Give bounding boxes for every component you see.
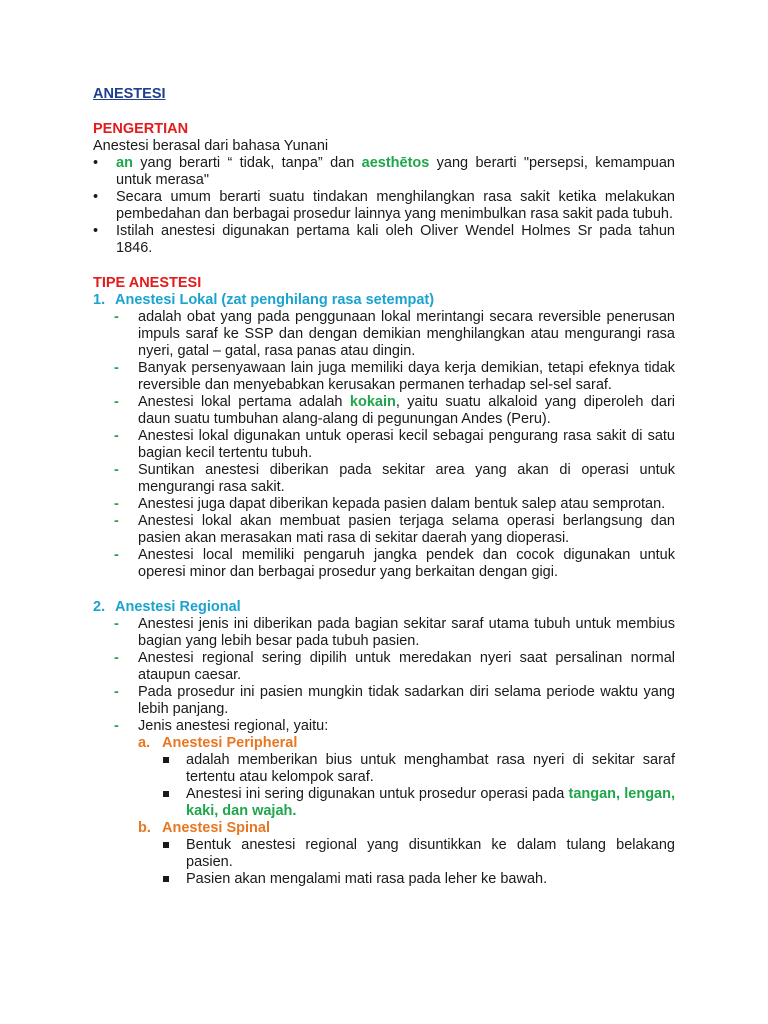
pengertian-list bbox=[93, 155, 675, 257]
list-item bbox=[114, 394, 676, 428]
list-item bbox=[114, 309, 675, 360]
list-item bbox=[114, 496, 675, 513]
subsection-heading-lokal bbox=[93, 292, 675, 309]
square-bullet-icon bbox=[163, 791, 169, 797]
regional-list bbox=[93, 616, 675, 735]
square-bullet-icon bbox=[163, 842, 169, 848]
list-item bbox=[114, 650, 675, 684]
list-item bbox=[114, 428, 675, 462]
list-text: Anestesi juga dapat diberikan kepada pasien dalam bentuk salep atau semprotan. bbox=[138, 496, 666, 512]
spinal-list bbox=[93, 837, 675, 888]
term-kokain: kokain bbox=[349, 394, 396, 410]
dash-icon: - bbox=[114, 547, 119, 563]
list-text: Suntikan anestesi diberikan pada sekitar area yang akan di operasi untuk mengurangi rasa sakit. bbox=[138, 462, 675, 495]
list-item bbox=[186, 786, 675, 820]
list-text: Anestesi lokal akan membuat pasien terjaga selama operasi berlangsung dan pasien akan merasakan mati rasa di sekitar daerah yang dioperasi. bbox=[138, 513, 675, 546]
dash-icon: - bbox=[114, 360, 119, 376]
heading-text: Anestesi Lokal (zat penghilang rasa setempat) bbox=[115, 292, 435, 308]
list-text: Pada prosedur ini pasien mungkin tidak sadarkan diri selama periode waktu yang lebih panjang. bbox=[138, 684, 675, 717]
list-item bbox=[114, 462, 675, 496]
list-item bbox=[114, 684, 675, 718]
list-text: Anestesi jenis ini diberikan pada bagian sekitar saraf utama tubuh untuk membius bagian yang lebih besar pada tubuh pasien. bbox=[138, 616, 675, 649]
lokal-list bbox=[93, 309, 675, 581]
list-number: 2. bbox=[93, 599, 106, 615]
list-letter: b. bbox=[138, 820, 151, 836]
list-text: Jenis anestesi regional, yaitu: bbox=[138, 718, 329, 734]
list-text: Anestesi ini sering digunakan untuk prosedur operasi pada bbox=[186, 786, 569, 802]
list-item bbox=[114, 513, 675, 547]
list-item bbox=[186, 871, 675, 888]
list-item bbox=[114, 360, 675, 394]
square-bullet-icon bbox=[163, 757, 169, 763]
subsubsection-heading-spinal bbox=[138, 820, 675, 837]
list-text: Anestesi regional sering dipilih untuk meredakan nyeri saat persalinan normal ataupun caesar. bbox=[138, 650, 675, 683]
dash-icon: - bbox=[114, 616, 119, 632]
list-text: , yaitu suatu alkaloid yang diperoleh dari daun suatu tumbuhan alang-alang di pegunungan Andes (Peru). bbox=[138, 394, 676, 427]
list-item bbox=[186, 752, 675, 786]
list-item bbox=[93, 155, 675, 189]
dash-icon: - bbox=[114, 684, 119, 700]
list-letter: a. bbox=[138, 735, 151, 751]
list-text: adalah memberikan bius untuk menghambat rasa nyeri di sekitar saraf tertentu atau kelompok saraf. bbox=[186, 752, 675, 785]
list-number: 1. bbox=[93, 292, 106, 308]
square-bullet-icon bbox=[163, 876, 169, 882]
list-text: Banyak persenyawaan lain juga memiliki daya kerja demikian, tetapi efeknya tidak reversible dan menyebabkan kerusakan permanen terhadap sel-sel saraf. bbox=[138, 360, 675, 393]
section-heading-pengertian: PENGERTIAN bbox=[93, 121, 189, 137]
dash-icon: - bbox=[114, 394, 119, 410]
list-item bbox=[114, 718, 675, 735]
dash-icon: - bbox=[114, 462, 119, 478]
list-item bbox=[186, 837, 675, 871]
pengertian-intro: Anestesi berasal dari bahasa Yunani bbox=[93, 138, 329, 154]
subsubsection-heading-peripheral bbox=[138, 735, 675, 752]
list-text: Pasien akan mengalami mati rasa pada leher ke bawah. bbox=[186, 871, 548, 887]
list-text: Secara umum berarti suatu tindakan menghilangkan rasa sakit ketika melakukan pembedahan dan berbagai prosedur lainnya yang menimbulkan rasa sakit pada tubuh. bbox=[116, 189, 675, 222]
dash-icon: - bbox=[114, 309, 119, 325]
heading-text: Anestesi Regional bbox=[115, 599, 241, 615]
list-item bbox=[93, 189, 675, 223]
peripheral-list bbox=[93, 752, 675, 820]
heading-text: Anestesi Peripheral bbox=[162, 735, 298, 751]
dash-icon: - bbox=[114, 718, 119, 734]
document-page bbox=[93, 86, 675, 888]
list-text: Istilah anestesi digunakan pertama kali oleh Oliver Wendel Holmes Sr pada tahun 1846. bbox=[116, 223, 675, 256]
dash-icon: - bbox=[114, 428, 119, 444]
list-item bbox=[93, 223, 675, 257]
term-aesthetos: aesthētos bbox=[361, 155, 430, 171]
list-text: Anestesi local memiliki pengaruh jangka pendek dan cocok digunakan untuk operesi minor dan berbagai prosedur yang berkaitan dengan gigi. bbox=[138, 547, 675, 580]
list-text: adalah obat yang pada penggunaan lokal merintangi secara reversible penerusan impuls saraf ke SSP dan dengan demikian menghilangkan atau mengurangi rasa nyeri, gatal – gatal, rasa panas atau dingin. bbox=[138, 309, 675, 359]
term-an: an bbox=[116, 155, 133, 171]
bullet-icon: • bbox=[93, 223, 99, 239]
list-text: Anestesi lokal pertama adalah bbox=[138, 394, 350, 410]
dash-icon: - bbox=[114, 513, 119, 529]
heading-text: Anestesi Spinal bbox=[162, 820, 270, 836]
list-text: yang berarti “ tidak, tanpa” dan bbox=[132, 155, 362, 171]
bullet-icon: • bbox=[93, 155, 99, 171]
subsection-heading-regional bbox=[93, 599, 675, 616]
list-text: Anestesi lokal digunakan untuk operasi kecil sebagai pengurang rasa sakit di satu bagian kecil tertentu tubuh. bbox=[138, 428, 675, 461]
section-heading-tipe: TIPE ANESTESI bbox=[93, 275, 202, 291]
term-body-parts: tangan, lengan, kaki, dan wajah. bbox=[186, 786, 675, 819]
list-item bbox=[114, 616, 675, 650]
list-item bbox=[114, 547, 675, 581]
document-title: ANESTESI bbox=[93, 86, 166, 102]
bullet-icon: • bbox=[93, 189, 99, 205]
list-text: yang berarti "persepsi, kemampuan untuk merasa" bbox=[116, 155, 675, 188]
dash-icon: - bbox=[114, 496, 119, 512]
list-text: Bentuk anestesi regional yang disuntikkan ke dalam tulang belakang pasien. bbox=[186, 837, 675, 870]
dash-icon: - bbox=[114, 650, 119, 666]
